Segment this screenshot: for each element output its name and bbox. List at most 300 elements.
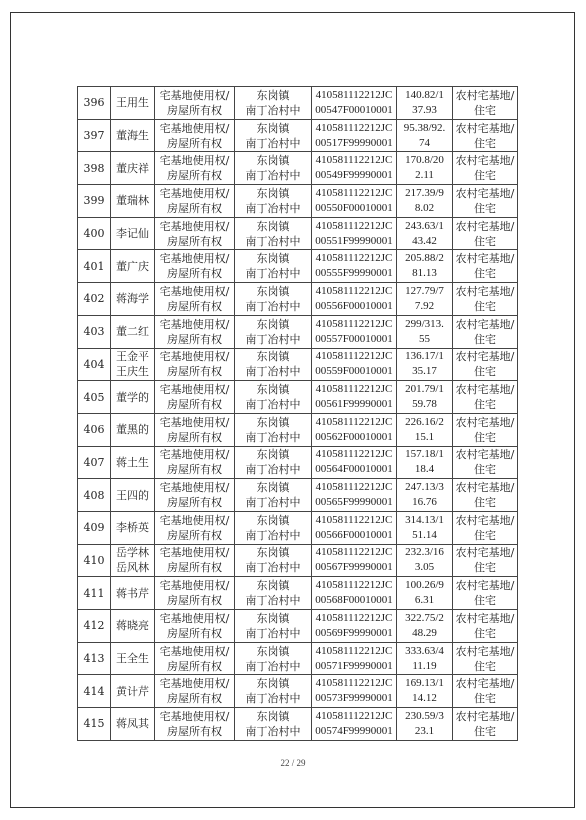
area-cell	[397, 348, 453, 381]
area-line: 2.11	[415, 169, 434, 182]
right-type-cell	[155, 119, 235, 152]
table-row	[78, 185, 518, 218]
location-line: 南丁冶村中	[245, 169, 301, 183]
unit-code-cell	[312, 348, 397, 381]
location-line: 南丁冶村中	[245, 136, 301, 150]
area-line: 322.75/2	[405, 611, 444, 624]
owner-name-cell	[111, 381, 155, 414]
owner-name-cell	[111, 511, 155, 544]
location-line: 南丁冶村中	[245, 234, 301, 248]
usage-line: 住宅	[474, 201, 496, 215]
location-line: 东岗镇	[256, 252, 290, 266]
usage-cell	[453, 675, 518, 708]
area-cell	[397, 642, 453, 675]
location-line: 东岗镇	[256, 579, 290, 593]
location-cell	[235, 152, 312, 185]
area-line: 16.76	[412, 496, 437, 509]
owner-name-cell	[111, 119, 155, 152]
table-row	[78, 577, 518, 610]
area-line: 37.93	[412, 103, 437, 116]
location-line: 南丁冶村中	[245, 594, 301, 608]
right-type-line: 宅基地使用权/	[159, 121, 230, 135]
area-line: 205.88/2	[405, 252, 444, 265]
owner-name-cell	[111, 87, 155, 120]
area-line: 23.1	[414, 724, 435, 737]
area-line: 95.38/92.	[403, 121, 446, 134]
unit-code-cell	[312, 675, 397, 708]
location-line: 东岗镇	[256, 481, 290, 495]
area-line: 247.13/3	[405, 481, 444, 494]
usage-cell	[453, 479, 518, 512]
location-cell	[235, 446, 312, 479]
right-type-cell	[155, 511, 235, 544]
row-number-cell: 415	[78, 708, 111, 741]
location-cell	[235, 250, 312, 283]
row-number-cell: 396	[78, 87, 111, 120]
registration-table	[77, 86, 518, 741]
area-line: 201.79/1	[405, 383, 444, 396]
location-line: 南丁冶村中	[245, 201, 301, 215]
owner-name-line: 李记仙	[116, 227, 149, 241]
location-line: 东岗镇	[256, 709, 290, 723]
owner-name-line: 王四的	[116, 488, 149, 502]
unit-code-line: 00571F99990001	[315, 659, 393, 672]
unit-code-line: 410581112212JC	[315, 317, 393, 330]
unit-code-cell	[312, 381, 397, 414]
row-number-cell: 411	[78, 577, 111, 610]
area-line: 100.26/9	[405, 579, 444, 592]
owner-name-cell	[111, 250, 155, 283]
usage-cell	[453, 348, 518, 381]
owner-name-line: 王金平	[116, 350, 149, 364]
area-line: 51.14	[412, 528, 437, 541]
right-type-cell	[155, 250, 235, 283]
area-cell	[397, 250, 453, 283]
area-line: 48.29	[412, 626, 437, 639]
location-cell	[235, 381, 312, 414]
location-cell	[235, 610, 312, 643]
location-line: 东岗镇	[256, 154, 290, 168]
table-row	[78, 119, 518, 152]
location-line: 东岗镇	[256, 317, 290, 331]
right-type-cell	[155, 315, 235, 348]
table-row	[78, 446, 518, 479]
right-type-line: 房屋所有权	[167, 594, 222, 608]
row-number-cell: 406	[78, 413, 111, 446]
usage-line: 农村宅基地/	[455, 448, 515, 462]
usage-cell	[453, 152, 518, 185]
usage-line: 住宅	[474, 299, 496, 313]
right-type-cell	[155, 152, 235, 185]
table-row	[78, 413, 518, 446]
page-number: 22 / 29	[280, 758, 306, 768]
unit-code-cell	[312, 217, 397, 250]
location-cell	[235, 283, 312, 316]
area-line: 243.63/1	[405, 219, 444, 232]
area-line: 15.1	[414, 430, 435, 443]
area-line: 18.4	[414, 463, 435, 476]
location-line: 南丁冶村中	[245, 103, 301, 117]
right-type-line: 房屋所有权	[167, 659, 222, 673]
usage-line: 住宅	[474, 332, 496, 346]
usage-cell	[453, 413, 518, 446]
unit-code-line: 00551F99990001	[315, 234, 393, 247]
unit-code-line: 410581112212JC	[315, 481, 393, 494]
owner-name-cell	[111, 708, 155, 741]
owner-name-line: 岳学林	[116, 546, 149, 560]
owner-name-cell	[111, 413, 155, 446]
unit-code-cell	[312, 250, 397, 283]
area-cell	[397, 577, 453, 610]
area-line: 232.3/16	[405, 546, 444, 559]
location-line: 南丁冶村中	[245, 496, 301, 510]
unit-code-line: 00568F00010001	[315, 594, 393, 607]
owner-name-line: 董学的	[116, 390, 149, 404]
usage-line: 住宅	[474, 626, 496, 640]
right-type-cell	[155, 544, 235, 577]
unit-code-line: 410581112212JC	[315, 219, 393, 232]
unit-code-line: 00574F99990001	[315, 724, 393, 737]
location-line: 南丁冶村中	[245, 724, 301, 738]
usage-line: 农村宅基地/	[455, 88, 515, 102]
unit-code-line: 410581112212JC	[315, 186, 393, 199]
area-line: 127.79/7	[405, 284, 444, 297]
unit-code-cell	[312, 87, 397, 120]
row-number-cell: 397	[78, 119, 111, 152]
usage-cell	[453, 185, 518, 218]
unit-code-line: 00555F99990001	[315, 267, 393, 280]
right-type-line: 宅基地使用权/	[159, 481, 230, 495]
unit-code-cell	[312, 511, 397, 544]
usage-line: 农村宅基地/	[455, 350, 515, 364]
location-line: 南丁冶村中	[245, 463, 301, 477]
usage-cell	[453, 708, 518, 741]
usage-line: 农村宅基地/	[455, 415, 515, 429]
location-line: 南丁冶村中	[245, 626, 301, 640]
area-line: 230.59/3	[405, 709, 444, 722]
usage-line: 农村宅基地/	[455, 121, 515, 135]
unit-code-line: 410581112212JC	[315, 546, 393, 559]
owner-name-line: 李桥英	[116, 521, 149, 535]
row-number-cell: 405	[78, 381, 111, 414]
location-line: 南丁冶村中	[245, 365, 301, 379]
unit-code-cell	[312, 479, 397, 512]
row-number-cell: 399	[78, 185, 111, 218]
table-body	[78, 87, 518, 741]
area-line: 136.17/1	[405, 350, 444, 363]
table-row	[78, 675, 518, 708]
owner-name-cell	[111, 675, 155, 708]
unit-code-line: 00573F99990001	[315, 692, 393, 705]
unit-code-line: 410581112212JC	[315, 579, 393, 592]
right-type-line: 宅基地使用权/	[159, 513, 230, 527]
right-type-line: 宅基地使用权/	[159, 546, 230, 560]
right-type-line: 宅基地使用权/	[159, 579, 230, 593]
usage-line: 住宅	[474, 561, 496, 575]
usage-line: 农村宅基地/	[455, 611, 515, 625]
right-type-line: 房屋所有权	[167, 332, 222, 346]
row-number-cell: 414	[78, 675, 111, 708]
location-cell	[235, 511, 312, 544]
table-row	[78, 642, 518, 675]
owner-name-cell	[111, 315, 155, 348]
unit-code-line: 00565F99990001	[315, 496, 393, 509]
owner-name-cell	[111, 642, 155, 675]
right-type-line: 宅基地使用权/	[159, 186, 230, 200]
unit-code-line: 00566F00010001	[315, 528, 393, 541]
right-type-cell	[155, 675, 235, 708]
owner-name-cell	[111, 610, 155, 643]
row-number-cell: 400	[78, 217, 111, 250]
right-type-cell	[155, 446, 235, 479]
unit-code-line: 00549F99990001	[315, 169, 393, 182]
owner-name-line: 王全生	[116, 652, 149, 666]
owner-name-cell	[111, 479, 155, 512]
right-type-line: 宅基地使用权/	[159, 284, 230, 298]
usage-cell	[453, 217, 518, 250]
unit-code-cell	[312, 152, 397, 185]
location-cell	[235, 544, 312, 577]
row-number-cell: 412	[78, 610, 111, 643]
right-type-cell	[155, 610, 235, 643]
table-row	[78, 152, 518, 185]
usage-line: 住宅	[474, 496, 496, 510]
area-line: 157.18/1	[405, 448, 444, 461]
location-line: 南丁冶村中	[245, 267, 301, 281]
usage-line: 农村宅基地/	[455, 677, 515, 691]
right-type-line: 房屋所有权	[167, 299, 222, 313]
location-cell	[235, 348, 312, 381]
area-cell	[397, 119, 453, 152]
owner-name-line: 岳风林	[116, 561, 149, 575]
right-type-line: 宅基地使用权/	[159, 252, 230, 266]
table-row	[78, 87, 518, 120]
area-line: 3.05	[414, 561, 435, 574]
location-cell	[235, 315, 312, 348]
location-cell	[235, 479, 312, 512]
owner-name-cell	[111, 283, 155, 316]
right-type-line: 宅基地使用权/	[159, 317, 230, 331]
area-line: 74	[419, 136, 430, 149]
owner-name-line: 董庆祥	[116, 161, 149, 175]
area-line: 7.92	[414, 299, 435, 312]
unit-code-line: 410581112212JC	[315, 350, 393, 363]
usage-line: 住宅	[474, 267, 496, 281]
owner-name-line: 王庆生	[116, 365, 149, 379]
usage-line: 住宅	[474, 169, 496, 183]
right-type-line: 房屋所有权	[167, 398, 222, 412]
area-cell	[397, 544, 453, 577]
right-type-line: 房屋所有权	[167, 463, 222, 477]
unit-code-line: 410581112212JC	[315, 513, 393, 526]
area-line: 8.02	[414, 201, 435, 214]
owner-name-line: 董海生	[116, 129, 149, 143]
right-type-cell	[155, 413, 235, 446]
usage-cell	[453, 610, 518, 643]
area-line: 6.31	[414, 594, 435, 607]
location-line: 东岗镇	[256, 644, 290, 658]
usage-line: 农村宅基地/	[455, 154, 515, 168]
right-type-cell	[155, 217, 235, 250]
unit-code-cell	[312, 119, 397, 152]
area-line: 299/313.	[405, 317, 444, 330]
location-line: 南丁冶村中	[245, 528, 301, 542]
right-type-line: 房屋所有权	[167, 103, 222, 117]
right-type-cell	[155, 283, 235, 316]
usage-line: 农村宅基地/	[455, 317, 515, 331]
unit-code-cell	[312, 708, 397, 741]
usage-line: 农村宅基地/	[455, 383, 515, 397]
location-line: 东岗镇	[256, 121, 290, 135]
usage-line: 住宅	[474, 724, 496, 738]
unit-code-line: 00564F00010001	[315, 463, 393, 476]
unit-code-line: 00556F00010001	[315, 299, 393, 312]
table-row	[78, 610, 518, 643]
area-line: 81.13	[412, 267, 437, 280]
location-cell	[235, 413, 312, 446]
usage-line: 住宅	[474, 528, 496, 542]
table-row	[78, 479, 518, 512]
right-type-line: 房屋所有权	[167, 365, 222, 379]
area-line: 140.82/1	[405, 88, 444, 101]
table-row	[78, 381, 518, 414]
usage-line: 住宅	[474, 103, 496, 117]
row-number-cell: 404	[78, 348, 111, 381]
unit-code-cell	[312, 283, 397, 316]
area-line: 55	[419, 332, 430, 345]
table-row	[78, 315, 518, 348]
right-type-line: 宅基地使用权/	[159, 611, 230, 625]
unit-code-line: 410581112212JC	[315, 121, 393, 134]
table-row	[78, 250, 518, 283]
area-cell	[397, 315, 453, 348]
usage-cell	[453, 250, 518, 283]
location-cell	[235, 217, 312, 250]
location-cell	[235, 185, 312, 218]
owner-name-line: 董瑞林	[116, 194, 149, 208]
right-type-cell	[155, 185, 235, 218]
unit-code-line: 00547F00010001	[315, 103, 393, 116]
area-cell	[397, 511, 453, 544]
owner-name-line: 黄计芹	[116, 684, 149, 698]
row-number-cell: 398	[78, 152, 111, 185]
usage-line: 住宅	[474, 365, 496, 379]
owner-name-cell	[111, 348, 155, 381]
right-type-cell	[155, 479, 235, 512]
unit-code-line: 410581112212JC	[315, 415, 393, 428]
right-type-line: 房屋所有权	[167, 626, 222, 640]
right-type-line: 房屋所有权	[167, 430, 222, 444]
usage-line: 农村宅基地/	[455, 579, 515, 593]
location-line: 东岗镇	[256, 415, 290, 429]
owner-name-cell	[111, 577, 155, 610]
right-type-cell	[155, 87, 235, 120]
right-type-line: 房屋所有权	[167, 267, 222, 281]
usage-line: 农村宅基地/	[455, 186, 515, 200]
right-type-line: 宅基地使用权/	[159, 88, 230, 102]
unit-code-line: 00562F00010001	[315, 430, 393, 443]
usage-cell	[453, 446, 518, 479]
table-row	[78, 708, 518, 741]
location-line: 南丁冶村中	[245, 430, 301, 444]
usage-cell	[453, 511, 518, 544]
owner-name-line: 蒋土生	[116, 455, 149, 469]
owner-name-line: 蒋晓亮	[116, 619, 149, 633]
location-line: 东岗镇	[256, 546, 290, 560]
location-line: 南丁冶村中	[245, 332, 301, 346]
area-line: 217.39/9	[405, 186, 444, 199]
row-number-cell: 407	[78, 446, 111, 479]
unit-code-cell	[312, 577, 397, 610]
area-cell	[397, 381, 453, 414]
right-type-line: 房屋所有权	[167, 496, 222, 510]
location-line: 东岗镇	[256, 219, 290, 233]
area-cell	[397, 610, 453, 643]
right-type-cell	[155, 642, 235, 675]
location-line: 东岗镇	[256, 186, 290, 200]
unit-code-cell	[312, 446, 397, 479]
row-number-cell: 403	[78, 315, 111, 348]
right-type-line: 房屋所有权	[167, 136, 222, 150]
area-line: 43.42	[412, 234, 437, 247]
location-line: 东岗镇	[256, 88, 290, 102]
right-type-cell	[155, 381, 235, 414]
unit-code-line: 00567F99990001	[315, 561, 393, 574]
right-type-line: 房屋所有权	[167, 724, 222, 738]
unit-code-cell	[312, 413, 397, 446]
unit-code-line: 410581112212JC	[315, 252, 393, 265]
location-cell	[235, 577, 312, 610]
usage-cell	[453, 87, 518, 120]
unit-code-line: 00550F00010001	[315, 201, 393, 214]
usage-line: 农村宅基地/	[455, 252, 515, 266]
right-type-line: 宅基地使用权/	[159, 415, 230, 429]
owner-name-line: 蒋凤其	[116, 717, 149, 731]
usage-cell	[453, 283, 518, 316]
unit-code-line: 410581112212JC	[315, 284, 393, 297]
unit-code-cell	[312, 185, 397, 218]
area-cell	[397, 87, 453, 120]
owner-name-line: 董黑的	[116, 423, 149, 437]
usage-line: 农村宅基地/	[455, 513, 515, 527]
table-row	[78, 511, 518, 544]
right-type-cell	[155, 577, 235, 610]
usage-line: 农村宅基地/	[455, 644, 515, 658]
usage-line: 住宅	[474, 234, 496, 248]
row-number-cell: 410	[78, 544, 111, 577]
row-number-cell: 408	[78, 479, 111, 512]
row-number-cell: 402	[78, 283, 111, 316]
owner-name-cell	[111, 185, 155, 218]
area-line: 169.13/1	[405, 677, 444, 690]
owner-name-line: 董广庆	[116, 259, 149, 273]
unit-code-line: 410581112212JC	[315, 709, 393, 722]
unit-code-line: 410581112212JC	[315, 448, 393, 461]
location-line: 东岗镇	[256, 677, 290, 691]
owner-name-cell	[111, 217, 155, 250]
location-line: 东岗镇	[256, 611, 290, 625]
usage-line: 住宅	[474, 692, 496, 706]
area-cell	[397, 446, 453, 479]
area-cell	[397, 708, 453, 741]
right-type-line: 房屋所有权	[167, 234, 222, 248]
unit-code-line: 00557F00010001	[315, 332, 393, 345]
unit-code-line: 410581112212JC	[315, 154, 393, 167]
area-line: 314.13/1	[405, 513, 444, 526]
right-type-cell	[155, 708, 235, 741]
owner-name-line: 董二红	[116, 325, 149, 339]
unit-code-line: 410581112212JC	[315, 383, 393, 396]
